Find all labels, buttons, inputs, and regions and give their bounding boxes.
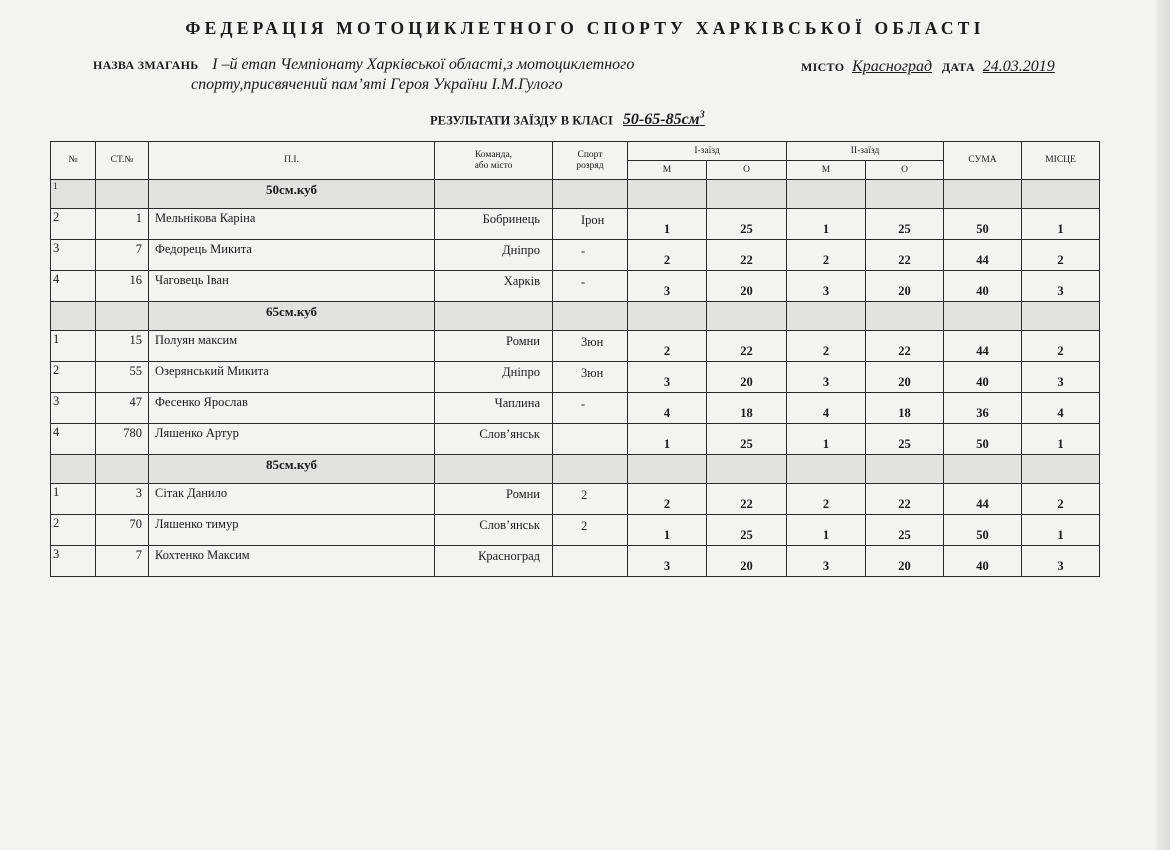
points-sum: 44 — [944, 484, 1022, 515]
final-place: 1 — [1022, 424, 1100, 455]
table-row — [51, 362, 1100, 393]
start-number: 70 — [96, 515, 149, 546]
rider-name: Кохтенко Максим — [149, 546, 435, 577]
competition-name-value: І –й етап Чемпіонату Харківської області,з мотоциклетного — [212, 56, 635, 73]
final-place: 2 — [1022, 240, 1100, 271]
section-cell — [435, 180, 553, 209]
rider-team: Чаплина — [435, 393, 553, 424]
results-title — [430, 110, 705, 129]
row-index: 4 — [51, 424, 96, 455]
rider-team: Ромни — [435, 331, 553, 362]
heat1-points: 22 — [707, 240, 787, 271]
section-cell — [944, 302, 1022, 331]
col-header-place: МІСЦЕ — [1022, 142, 1100, 180]
section-cell — [944, 455, 1022, 484]
row-index: 2 — [51, 209, 96, 240]
competition-name-line2 — [191, 76, 563, 94]
heat1-points: 25 — [707, 515, 787, 546]
table-body — [51, 180, 1100, 577]
heat1-points: 25 — [707, 424, 787, 455]
section-title: 85см.куб — [149, 455, 435, 484]
section-cell — [707, 455, 787, 484]
section-cell — [553, 180, 628, 209]
federation-title: ФЕДЕРАЦІЯ МОТОЦИКЛЕТНОГО СПОРТУ ХАРКІВСЬКОЇ ОБЛАСТІ — [185, 18, 985, 38]
heat1-points: 22 — [707, 331, 787, 362]
competition-name-line1 — [93, 56, 634, 74]
table-row — [51, 515, 1100, 546]
section-index — [51, 302, 96, 331]
start-number: 780 — [96, 424, 149, 455]
section-cell — [628, 455, 707, 484]
heat1-place: 1 — [628, 424, 707, 455]
heat2-points: 18 — [866, 393, 944, 424]
rider-name: Федорець Микита — [149, 240, 435, 271]
section-cell — [787, 180, 866, 209]
section-title: 65см.куб — [149, 302, 435, 331]
row-index: 1 — [51, 484, 96, 515]
date-label: ДАТА — [941, 60, 975, 74]
results-table — [50, 141, 1100, 577]
section-cell — [866, 302, 944, 331]
col-header-no: № — [51, 142, 96, 180]
heat1-place: 4 — [628, 393, 707, 424]
col-header-sum: СУМА — [944, 142, 1022, 180]
points-sum: 44 — [944, 240, 1022, 271]
col-header-st-no: СТ.№ — [96, 142, 149, 180]
col-header-heat1: І-заїзд — [628, 142, 787, 161]
heat2-place: 2 — [787, 331, 866, 362]
final-place: 3 — [1022, 362, 1100, 393]
section-index — [51, 455, 96, 484]
col-header-team: Команда, або місто — [435, 142, 553, 180]
section-cell — [96, 180, 149, 209]
col-header-name: П.І. — [149, 142, 435, 180]
row-index: 1 — [51, 331, 96, 362]
heat1-place: 1 — [628, 209, 707, 240]
heat1-place: 2 — [628, 484, 707, 515]
section-cell — [866, 455, 944, 484]
col-header-heat2: ІІ-заїзд — [787, 142, 944, 161]
city-value: Красноград — [852, 58, 933, 75]
rider-team: Харків — [435, 271, 553, 302]
section-cell — [1022, 180, 1100, 209]
final-place: 3 — [1022, 546, 1100, 577]
heat1-place: 1 — [628, 515, 707, 546]
table-row — [51, 331, 1100, 362]
row-index: 3 — [51, 240, 96, 271]
table-row — [51, 209, 1100, 240]
col-header-m1: М — [628, 161, 707, 180]
row-index: 3 — [51, 393, 96, 424]
sport-rank — [553, 424, 628, 455]
heat2-place: 1 — [787, 424, 866, 455]
heat2-place: 1 — [787, 515, 866, 546]
section-cell — [707, 180, 787, 209]
sport-rank: - — [553, 240, 628, 271]
section-title: 50см.куб — [149, 180, 435, 209]
table-header-row — [51, 142, 1100, 161]
rider-team: Слов’янськ — [435, 515, 553, 546]
start-number: 7 — [96, 240, 149, 271]
section-cell — [628, 180, 707, 209]
points-sum: 44 — [944, 331, 1022, 362]
sport-rank: 3юн — [553, 362, 628, 393]
heat1-points: 20 — [707, 362, 787, 393]
row-index: 3 — [51, 546, 96, 577]
final-place: 1 — [1022, 515, 1100, 546]
section-cell — [787, 302, 866, 331]
start-number: 55 — [96, 362, 149, 393]
section-row — [51, 302, 1100, 331]
competition-name-value-2: спорту,присвячений пам’яті Героя України І.М.Гулого — [191, 76, 563, 93]
table-row — [51, 424, 1100, 455]
final-place: 1 — [1022, 209, 1100, 240]
heat1-points: 22 — [707, 484, 787, 515]
heat1-place: 3 — [628, 271, 707, 302]
points-sum: 50 — [944, 209, 1022, 240]
final-place: 2 — [1022, 484, 1100, 515]
rider-name: Чаговець Іван — [149, 271, 435, 302]
section-cell — [944, 180, 1022, 209]
section-cell — [553, 302, 628, 331]
row-index: 2 — [51, 515, 96, 546]
start-number: 1 — [96, 209, 149, 240]
section-cell — [866, 180, 944, 209]
section-cell — [96, 302, 149, 331]
points-sum: 50 — [944, 424, 1022, 455]
points-sum: 36 — [944, 393, 1022, 424]
heat2-place: 4 — [787, 393, 866, 424]
heat2-place: 3 — [787, 271, 866, 302]
heat2-points: 25 — [866, 515, 944, 546]
date-value: 24.03.2019 — [982, 58, 1055, 75]
city-date — [801, 58, 1055, 76]
sport-rank — [553, 546, 628, 577]
class-value: $50-65-85см^3$ — [622, 110, 705, 129]
heat1-points: 20 — [707, 271, 787, 302]
section-cell — [628, 302, 707, 331]
table-row — [51, 393, 1100, 424]
section-cell — [707, 302, 787, 331]
points-sum: 40 — [944, 362, 1022, 393]
rider-name: Озерянський Микита — [149, 362, 435, 393]
start-number: 16 — [96, 271, 149, 302]
rider-team: Дніпро — [435, 362, 553, 393]
heat1-points: 18 — [707, 393, 787, 424]
section-cell — [435, 302, 553, 331]
sport-rank: 2 — [553, 484, 628, 515]
section-index: 1 — [51, 180, 96, 209]
start-number: 7 — [96, 546, 149, 577]
section-cell — [553, 455, 628, 484]
rider-name: Ляшенко Артур — [149, 424, 435, 455]
points-sum: 40 — [944, 271, 1022, 302]
sport-rank: Ірон — [553, 209, 628, 240]
rider-team: Бобринець — [435, 209, 553, 240]
name-label: НАЗВА ЗМАГАНЬ — [93, 58, 199, 72]
heat1-points: 20 — [707, 546, 787, 577]
heat2-place: 3 — [787, 546, 866, 577]
sport-rank: - — [553, 393, 628, 424]
rider-name: Фесенко Ярослав — [149, 393, 435, 424]
row-index: 4 — [51, 271, 96, 302]
section-cell — [1022, 302, 1100, 331]
heat2-points: 22 — [866, 331, 944, 362]
table-row — [51, 484, 1100, 515]
competition-meta — [93, 56, 1113, 106]
section-cell — [787, 455, 866, 484]
heat2-place: 3 — [787, 362, 866, 393]
section-row — [51, 180, 1100, 209]
rider-team: Слов’янськ — [435, 424, 553, 455]
start-number: 47 — [96, 393, 149, 424]
heat2-place: 2 — [787, 240, 866, 271]
city-label: МІСТО — [801, 60, 845, 74]
rider-name: Мельнікова Каріна — [149, 209, 435, 240]
heat1-place: 2 — [628, 240, 707, 271]
heat2-points: 25 — [866, 424, 944, 455]
sport-rank: - — [553, 271, 628, 302]
final-place: 2 — [1022, 331, 1100, 362]
heat2-points: 22 — [866, 240, 944, 271]
table-row — [51, 271, 1100, 302]
col-header-rank: Спорт розряд — [553, 142, 628, 180]
row-index: 2 — [51, 362, 96, 393]
heat2-points: 22 — [866, 484, 944, 515]
rider-name: Ляшенко тимур — [149, 515, 435, 546]
start-number: 15 — [96, 331, 149, 362]
table-row — [51, 240, 1100, 271]
heat1-place: 3 — [628, 362, 707, 393]
col-header-o2: О — [866, 161, 944, 180]
heat1-place: 2 — [628, 331, 707, 362]
heat2-points: 25 — [866, 209, 944, 240]
rider-name: Полуян максим — [149, 331, 435, 362]
rider-team: Красноград — [435, 546, 553, 577]
heat2-points: 20 — [866, 546, 944, 577]
heat1-place: 3 — [628, 546, 707, 577]
table-row — [51, 546, 1100, 577]
rider-name: Сітак Данило — [149, 484, 435, 515]
rider-team: Ромни — [435, 484, 553, 515]
col-header-o1: О — [707, 161, 787, 180]
heat2-place: 2 — [787, 484, 866, 515]
points-sum: 50 — [944, 515, 1022, 546]
page-edge — [1156, 0, 1170, 850]
final-place: 3 — [1022, 271, 1100, 302]
points-sum: 40 — [944, 546, 1022, 577]
section-cell — [435, 455, 553, 484]
start-number: 3 — [96, 484, 149, 515]
results-label: РЕЗУЛЬТАТИ ЗАЇЗДУ В КЛАСІ — [430, 113, 613, 128]
section-row — [51, 455, 1100, 484]
sport-rank: 3юн — [553, 331, 628, 362]
heat2-place: 1 — [787, 209, 866, 240]
col-header-m2: М — [787, 161, 866, 180]
rider-team: Дніпро — [435, 240, 553, 271]
heat2-points: 20 — [866, 362, 944, 393]
class-sup: 3 — [699, 110, 705, 121]
sport-rank: 2 — [553, 515, 628, 546]
heat1-points: 25 — [707, 209, 787, 240]
heat2-points: 20 — [866, 271, 944, 302]
section-cell — [1022, 455, 1100, 484]
section-cell — [96, 455, 149, 484]
final-place: 4 — [1022, 393, 1100, 424]
